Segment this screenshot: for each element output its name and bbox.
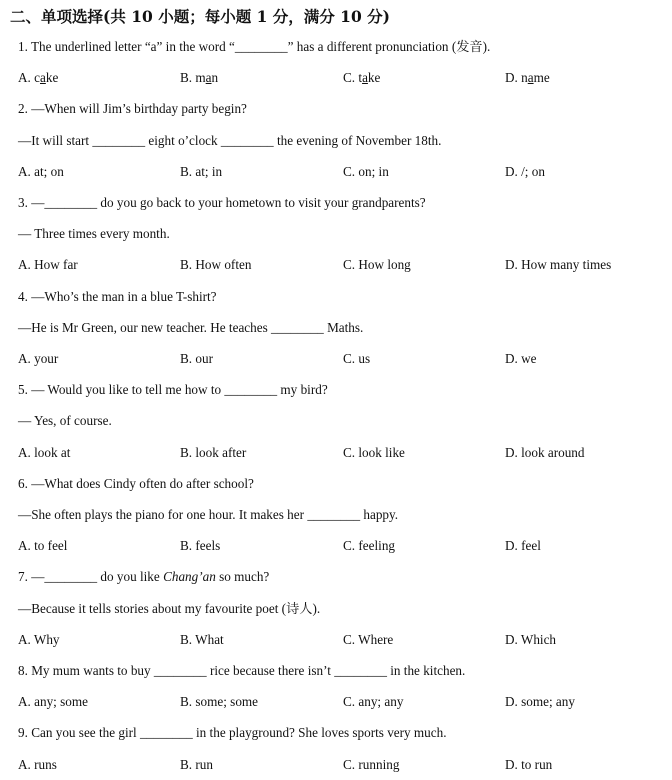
q6-option-c: C. feeling xyxy=(343,538,396,553)
q5-option-c: C. look like xyxy=(343,445,405,460)
q7-option-a: A. Why xyxy=(18,632,60,647)
question-6-response: —She often plays the piano for one hour. It makes her ________ happy. xyxy=(18,507,399,522)
question-2-response: —It will start ________ eight o’clock ________ the evening of November 18th. xyxy=(18,133,442,148)
q3-option-b: B. How often xyxy=(180,257,252,272)
q6-option-a: A. to feel xyxy=(18,538,68,553)
q7-option-c: C. Where xyxy=(343,632,394,647)
question-1-stem: 1. The underlined letter “a” in the word “________” has a different pronunciation (发音). xyxy=(18,39,491,54)
q5-option-a: A. look at xyxy=(18,445,71,460)
q3-option-a: A. How far xyxy=(18,257,78,272)
q8-option-b: B. some; some xyxy=(180,694,259,709)
q8-option-c: C. any; any xyxy=(343,694,404,709)
question-4-response: —He is Mr Green, our new teacher. He teaches ________ Maths. xyxy=(18,320,364,335)
q1-option-c: C. take xyxy=(343,70,381,85)
question-4-stem: 4. —Who’s the man in a blue T-shirt? xyxy=(18,289,217,304)
q3-option-c: C. How long xyxy=(343,257,411,272)
q9-option-a: A. runs xyxy=(18,757,57,772)
question-8-stem: 8. My mum wants to buy ________ rice because there isn’t ________ in the kitchen. xyxy=(18,663,466,678)
question-3-response: — Three times every month. xyxy=(18,226,170,241)
question-7-response: —Because it tells stories about my favourite poet (诗人). xyxy=(18,601,321,616)
question-2-stem: 2. —When will Jim’s birthday party begin? xyxy=(18,101,247,116)
question-7-stem: 7. —________ do you like Chang’an so much? xyxy=(18,569,270,584)
q9-option-c: C. running xyxy=(343,757,400,772)
q4-option-a: A. your xyxy=(18,351,59,366)
q2-option-a: A. at; on xyxy=(18,164,64,179)
q2-option-d: D. /; on xyxy=(505,164,545,179)
q5-option-d: D. look around xyxy=(505,445,585,460)
q9-option-b: B. run xyxy=(180,757,213,772)
q6-option-d: D. feel xyxy=(505,538,541,553)
q3-option-d: D. How many times xyxy=(505,257,612,272)
q4-option-d: D. we xyxy=(505,351,537,366)
q4-option-c: C. us xyxy=(343,351,371,366)
q2-option-c: C. on; in xyxy=(343,164,389,179)
q4-option-b: B. our xyxy=(180,351,213,366)
question-9-stem: 9. Can you see the girl ________ in the playground? She loves sports very much. xyxy=(18,725,447,740)
q1-option-d: D. name xyxy=(505,70,550,85)
q5-option-b: B. look after xyxy=(180,445,247,460)
question-6-stem: 6. —What does Cindy often do after school? xyxy=(18,476,254,491)
q9-option-d: D. to run xyxy=(505,757,553,772)
q1-option-b: B. man xyxy=(180,70,219,85)
q7-option-d: D. Which xyxy=(505,632,557,647)
question-5-stem: 5. — Would you like to tell me how to ________ my bird? xyxy=(18,382,328,397)
q7-option-b: B. What xyxy=(180,632,224,647)
q8-option-a: A. any; some xyxy=(18,694,88,709)
q1-option-a: A. cake xyxy=(18,70,59,85)
q2-option-b: B. at; in xyxy=(180,164,223,179)
question-5-response: — Yes, of course. xyxy=(18,413,112,428)
question-3-stem: 3. —________ do you go back to your hometown to visit your grandparents? xyxy=(18,195,426,210)
q8-option-d: D. some; any xyxy=(505,694,575,709)
section-title: 二、单项选择(共 10 小题；每小题 1 分，满分 10 分) xyxy=(10,7,390,26)
q6-option-b: B. feels xyxy=(180,538,221,553)
